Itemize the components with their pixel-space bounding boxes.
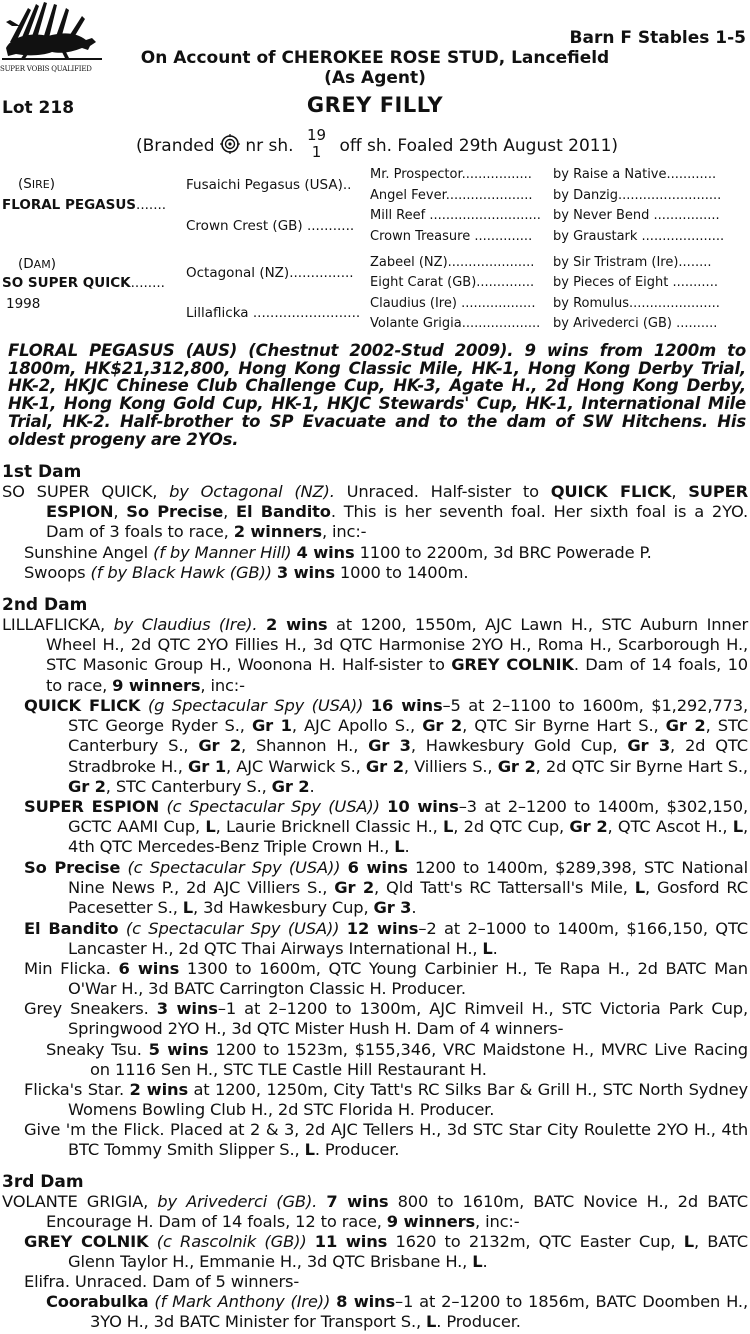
pedigree-ggg-5: by Sir Tristram (Ire)........ [553,255,712,270]
dam-name: SO SUPER QUICK........ [2,275,165,291]
progeny-min-flicka: Min Flicka. 6 wins 1300 to 1600m, QTC Young Carbinier H., Te Rapa H., 2d BATC Man O'War H., 3d BATC Carrington Classic H. Producer. [24,959,748,999]
horse-title: GREY FILLY [306,93,444,117]
second-dam-heading: 2nd Dam [2,595,88,615]
third-dam-heading: 3rd Dam [2,1172,84,1192]
pedigree-gg-5: Zabeel (NZ)..................... [370,255,535,270]
pedigree-gg-6: Eight Carat (GB).............. [370,275,535,290]
pedigree-ggg-8: by Arivederci (GB) .......... [553,316,718,331]
barn-location: Barn F Stables 1-5 [569,28,746,48]
brand-mark-icon [220,134,240,154]
progeny-swoops: Swoops (f by Black Hawk (GB)) 3 wins 1000 to 1400m. [24,563,469,582]
brand-number-top: 19 [306,126,327,144]
progeny-quick-flick: QUICK FLICK (g Spectacular Spy (USA)) 16 wins–5 at 2–1100 to 1600m, $1,292,773, STC George Ryder S., Gr 1, AJC Apollo S., Gr 2, QTC Sir Byrne Hart S., Gr 2, STC Canterbury S., Gr 2, Shannon H., Gr 3, Hawkesbury Gold Cup, Gr 3, 2d QTC Stradbroke H., Gr 1, AJC Warwick S., Gr 2, Villiers S., Gr 2, 2d QTC Sir Byrne Hart S., Gr 2, STC Canterbury S., Gr 2. [24,696,749,796]
pedigree-ggg-2: by Danzig......................... [553,188,722,203]
progeny-give-m-the-flick: Give 'm the Flick. Placed at 2 & 3, 2d AJC Tellers H., 3d STC Star City Roulette 2YO H., 4th BTC Tommy Smith Slipper S., L. Producer. [24,1120,748,1160]
vendor-account: On Account of CHEROKEE ROSE STUD, Lancefield [140,48,610,68]
pedigree-ggg-4: by Graustark .................... [553,229,725,244]
sire-sire: Fusaichi Pegasus (USA).. [186,177,352,193]
sire-dam: Crown Crest (GB) ........... [186,218,355,234]
brand-line [136,126,619,163]
brand-mid: nr sh. [245,136,294,156]
brand-number [307,127,326,161]
dam-dam: Lillaflicka ......................... [186,305,361,321]
dam-label: (DAM) [18,256,56,272]
pedigree-gg-3: Mill Reef ........................... [370,208,541,223]
sire-label: (SIRE) [18,176,55,192]
sire-notes: FLORAL PEGASUS (AUS) (Chestnut 2002-Stud 2009). 9 wins from 1200m to 1800m, HK$21,312,800, Hong Kong Classic Mile, HK-1, Hong Kong Derby Trial, HK-2, HKJC Chinese Club Challenge Cup, HK-3, Agate H., 2d Hong Kong Derby, HK-1, Hong Kong Gold Cup, HK-1, HKJC Stewards' Cup, HK-1, International Mile Trial, HK-2. Half-brother to SP Evacuate and to the dam of SW Hitchens. His oldest progeny are 2YOs. [8,341,746,449]
dam-foaled-year: 1998 [6,296,41,312]
progeny-flickas-star: Flicka's Star. 2 wins at 1200, 1250m, City Tatt's RC Silks Bar & Grill H., STC North Sydney Womens Bowling Club H., 2d STC Florida H. Producer. [24,1080,748,1120]
progeny-super-espion: SUPER ESPION (c Spectacular Spy (USA)) 10 wins–3 at 2–1200 to 1400m, $302,150, GCTC AAMI Cup, L, Laurie Bricknell Classic H., L, 2d QTC Cup, Gr 2, QTC Ascot H., L, 4th QTC Mercedes-Benz Triple Crown H., L. [24,797,748,857]
brand-number-bottom: 1 [311,143,322,161]
progeny-elifra: Elifra. Unraced. Dam of 5 winners- [24,1272,300,1291]
pedigree-ggg-3: by Never Bend ................ [553,208,720,223]
pedigree-gg-2: Angel Fever..................... [370,188,533,203]
progeny-el-bandito: El Bandito (c Spectacular Spy (USA)) 12 wins–2 at 2–1000 to 1400m, $166,150, QTC Lancaster H., 2d QTC Thai Airways International H., L. [24,919,749,959]
pedigree-ggg-1: by Raise a Native............ [553,167,717,182]
vendor-agent: (As Agent) [324,68,426,88]
pedigree-ggg-7: by Romulus...................... [553,296,720,311]
progeny-so-precise: So Precise (c Spectacular Spy (USA)) 6 wins 1200 to 1400m, $289,398, STC National Nine News P., 2d AJC Villiers S., Gr 2, Qld Tatt's RC Tattersall's Mile, L, Gosford RC Pacesetter S., L, 3d Hawkesbury Cup, Gr 3. [24,858,748,918]
pedigree-gg-8: Volante Grigia................... [370,316,541,331]
progeny-sunshine-angel: Sunshine Angel (f by Manner Hill) 4 wins 1100 to 2200m, 3d BRC Powerade P. [24,543,652,562]
sire-name: FLORAL PEGASUS....... [2,197,167,213]
pedigree-gg-7: Claudius (Ire) .................. [370,296,536,311]
second-dam-entry: LILLAFLICKA, by Claudius (Ire). 2 wins at 1200, 1550m, AJC Lawn H., STC Auburn Inner Wheel H., 2d QTC 2YO Fillies H., 3d QTC Harmonise 2YO H., Roma H., Scarborough H., STC Masonic Group H., Woonona H. Half-sister to GREY COLNIK. Dam of 14 foals, 10 to race, 9 winners, inc:- [2,615,748,695]
logo-motto: SUPER VOBIS QUALIFIED [0,65,92,73]
pedigree-gg-4: Crown Treasure .............. [370,229,533,244]
pedigree-ggg-6: by Pieces of Eight ........... [553,275,718,290]
progeny-sneaky-tsu: Sneaky Tsu. 5 wins 1200 to 1523m, $155,346, VRC Maidstone H., MVRC Live Racing on 1116 Sen H., STC TLE Castle Hill Restaurant H. [46,1040,748,1080]
lot-number: Lot 218 [2,98,75,118]
first-dam-heading: 1st Dam [2,462,82,482]
brand-prefix: (Branded [136,136,215,156]
pedigree-gg-1: Mr. Prospector................. [370,167,532,182]
brand-suffix: off sh. Foaled 29th August 2011) [339,136,619,156]
first-dam-entry: SO SUPER QUICK, by Octagonal (NZ). Unraced. Half-sister to QUICK FLICK, SUPER ESPION, So Precise, El Bandito. This is her seventh foal. Her sixth foal is a 2YO. Dam of 3 foals to race, 2 winners, inc:- [2,482,749,542]
progeny-coorabulka: Coorabulka (f Mark Anthony (Ire)) 8 wins–1 at 2–1200 to 1856m, BATC Doomben H., 3YO H., 3d BATC Minister for Transport S., L. Producer. [46,1292,748,1332]
third-dam-entry: VOLANTE GRIGIA, by Arivederci (GB). 7 wins 800 to 1610m, BATC Novice H., 2d BATC Encourage H. Dam of 14 foals, 12 to race, 9 winners, inc:- [2,1192,748,1232]
progeny-grey-sneakers: Grey Sneakers. 3 wins–1 at 2–1200 to 1300m, AJC Rimveil H., STC Victoria Park Cup, Springwood 2YO H., 3d QTC Mister Hush H. Dam of 4 winners- [24,999,748,1039]
dam-sire: Octagonal (NZ)............... [186,265,354,281]
progeny-grey-colnik: GREY COLNIK (c Rascolnik (GB)) 11 wins 1620 to 2132m, QTC Easter Cup, L, BATC Glenn Taylor H., Emmanie H., 3d QTC Brisbane H., L. [24,1232,749,1272]
